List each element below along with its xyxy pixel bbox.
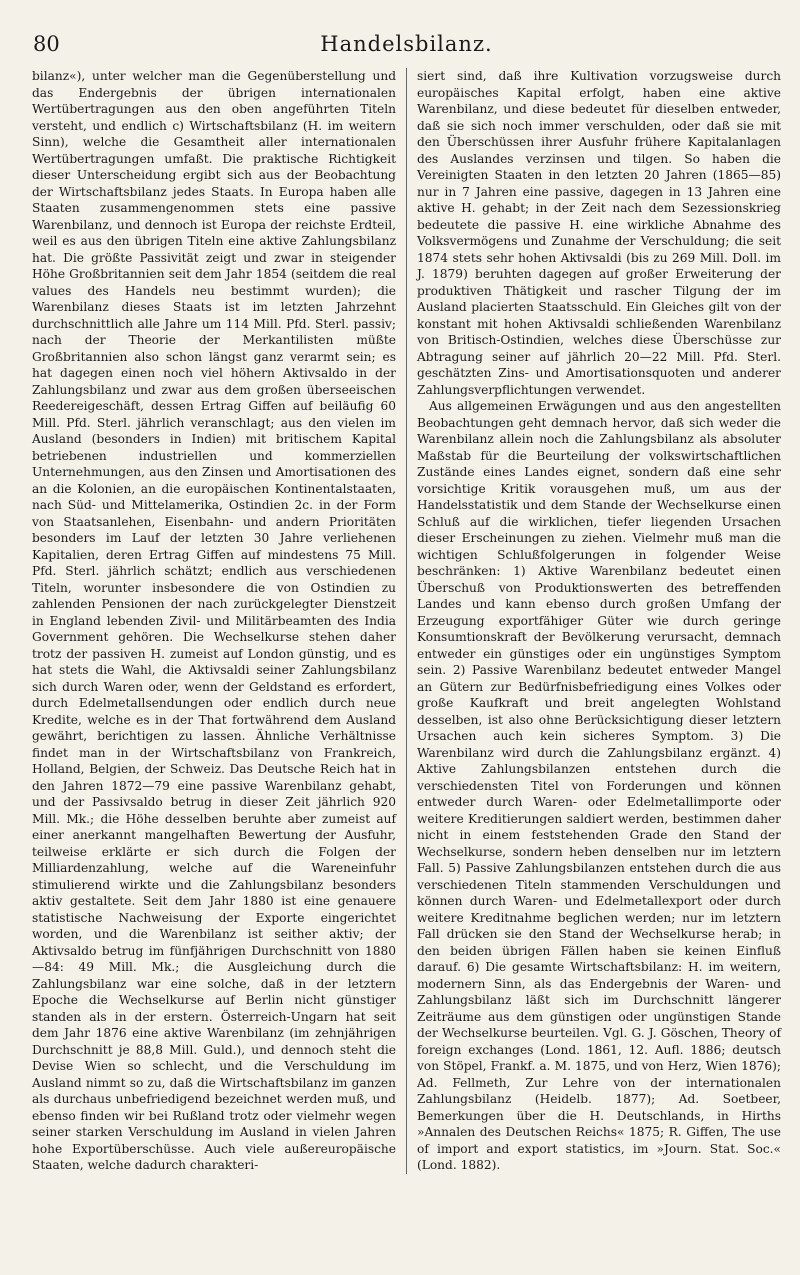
page-header [32, 30, 781, 60]
running-head: Handelsbilanz. [320, 32, 493, 56]
page-number: 80 [33, 32, 60, 56]
text-columns [32, 68, 781, 1174]
left-paragraph-1: bilanz«), unter welcher man die Gegenüberstellung und das Endergebnis der übrigen internationalen Wertübertragungen aus den oben angeführten Titeln versteht, und endlich c) Wirtschaftsbilanz (H. im weitern Sinn), welche die Gesamtheit aller internationalen Wertübertragungen umfaßt. Die praktische Richtigkeit dieser Unterscheidung ergibt sich aus der Beobachtung der Wirtschaftsbilanz jedes Staats. In Europa haben alle Staaten zusammengenommen stets eine passive Warenbilanz, und dennoch ist Europa der reichste Erdteil, weil es aus den übrigen Titeln eine aktive Zahlungsbilanz hat. Die größte Passivität zeigt und zwar in steigender Höhe Großbritannien seit dem Jahr 1854 (seitdem die real values des Handels neu bestimmt wurden); die Warenbilanz dieses Staats ist im letzten Jahrzehnt durchschnittlich alle Jahre um 114 Mill. Pfd. Sterl. passiv; nach der Theorie der Merkantilisten müßte Großbritannien also schon längst ganz verarmt sein; es hat dagegen einen noch viel höhern Aktivsaldo in der Zahlungsbilanz und zwar aus dem großen überseeischen Reedereigeschäft, dessen Ertrag Giffen auf beiläufig 60 Mill. Pfd. Sterl. jährlich veranschlagt; aus den vielen im Ausland (besonders in Indien) mit britischem Kapital betriebenen industriellen und kommerziellen Unternehmungen, aus den Zinsen und Amortisationen des an die Kolonien, an die europäischen Kontinentalstaaten, nach Süd- und Mittelamerika, Ostindien 2c. in der Form von Staatsanlehen, Eisenbahn- und andern Prioritäten besonders im Lauf der letzten 30 Jahre verliehenen Kapitalien, deren Ertrag Giffen auf mindestens 75 Mill. Pfd. Sterl. jährlich schätzt; endlich aus verschiedenen Titeln, worunter insbesondere die von Ostindien zu zahlenden Pensionen der nach zurückgelegter Dienstzeit in England lebenden Zivil- und Militärbeamten des India Government gehören. Die Wechselkurse stehen daher trotz der passiven H. zumeist auf London günstig, und es hat stets die Wahl, die Aktivsaldi seiner Zahlungsbilanz sich durch Waren oder, wenn der Geldstand es erfordert, durch Edelmetallsendungen oder endlich durch neue Kredite, welche es in der That fortwährend dem Ausland gewährt, berichtigen zu lassen. Ähnliche Verhältnisse findet man in der Wirtschaftsbilanz von Frankreich, Holland, Belgien, der Schweiz. Das Deutsche Reich hat in den Jahren 1872—79 eine passive Warenbilanz gehabt, und der Passivsaldo betrug in dieser Zeit jährlich 920 Mill. Mk.; die Höhe desselben beruhte aber zumeist auf einer anerkannt mangelhaften Bewertung der Ausfuhr, teilweise erklärte er sich durch die Folgen der Milliardenzahlung, welche auf die Wareneinfuhr stimulierend wirkte und die Zahlungsbilanz besonders aktiv gestaltete. Seit dem Jahr 1880 ist eine genauere statistische Nachweisung der Exporte eingerichtet worden, und die Warenbilanz ist seither aktiv; der Aktivsaldo betrug im fünfjährigen Durchschnitt von 1880—84: 49 Mill. Mk.; die Ausgleichung durch die Zahlungsbilanz war eine solche, daß in der letztern Epoche die Wechselkurse auf Berlin nicht günstiger standen als in der erstern. Österreich-Ungarn hat seit dem Jahr 1876 eine aktive Warenbilanz (im zehnjährigen Durchschnitt je 88,8 Mill. Guld.), und dennoch steht die Devise Wien so schlecht, und die Verschuldung im Ausland nimmt so zu, daß die Wirtschaftsbilanz im ganzen als durchaus unbefriedigend bezeichnet werden muß, und ebenso finden wir bei Rußland trotz oder vielmehr wegen seiner starken Verschuldung im Ausland in vielen Jahren hohe Exportüberschüsse. Auch viele außereuropäische Staaten, welche dadurch charakteri- [32, 69, 396, 1172]
left-column [32, 68, 396, 1174]
column-divider [406, 68, 407, 1174]
right-paragraph-2: Aus allgemeinen Erwägungen und aus den angestellten Beobachtungen geht demnach hervor, daß sich weder die Warenbilanz allein noch die Zahlungsbilanz als absoluter Maßstab für die Beurteilung der volkswirtschaftlichen Zustände eines Landes eignet, sondern daß eine sehr vorsichtige Kritik vorausgehen muß, um aus der Handelsstatistik und dem Stande der Wechselkurse einen Schluß auf die wirklichen, tiefer liegenden Ursachen dieser Erscheinungen zu ziehen. Vielmehr muß man die wichtigen Schlußfolgerungen in folgender Weise beschränken: 1) Aktive Warenbilanz bedeutet einen Überschuß von Produktionswerten des betreffenden Landes und kann ebenso durch großen Umfang der Erzeugung exportfähiger Güter wie durch geringe Konsumtionskraft der Bevölkerung verursacht, demnach entweder ein günstiges oder ein ungünstiges Symptom sein. 2) Passive Warenbilanz bedeutet entweder Mangel an Gütern zur Bedürfnisbefriedigung eines Volkes oder große Kaufkraft und breit angelegten Wohlstand desselben, ist also ohne Berücksichtigung dieser letztern Ursachen auch kein sicheres Symptom. 3) Die Warenbilanz wird durch die Zahlungsbilanz ergänzt. 4) Aktive Zahlungsbilanzen entstehen durch die verschiedensten Titel von Forderungen und können entweder durch Waren- oder Edelmetallimporte oder weitere Kreditierungen saldiert werden, bestimmen daher nicht in einem feststehenden Grade den Stand der Wechselkurse, sondern heben denselben nur im letztern Fall. 5) Passive Zahlungsbilanzen entstehen durch die aus verschiedenen Titeln stammenden Verschuldungen und können durch Waren- und Edelmetallexport oder durch weitere Kreditnahme beglichen werden; nur im letztern Fall drücken sie den Stand der Wechselkurse herab; in den beiden übrigen Fällen haben sie keinen Einfluß darauf. 6) Die gesamte Wirtschaftsbilanz: H. im weitern, modernern Sinn, als das Endergebnis der Waren- und Zahlungsbilanz läßt sich im Durchschnitt längerer Zeiträume aus dem günstigen oder ungünstigen Stande der Wechselkurse beurteilen. Vgl. G. J. Göschen, Theory of foreign exchanges (Lond. 1861, 12. Aufl. 1886; deutsch von Stöpel, Frankf. a. M. 1875, und von Herz, Wien 1876); Ad. Fellmeth, Zur Lehre von der internationalen Zahlungsbilanz (Heidelb. 1877); Ad. Soetbeer, Bemerkungen über die H. Deutschlands, in Hirths »Annalen des Deutschen Reichs« 1875; R. Giffen, The use of import and export statistics, im »Journ. Stat. Soc.« (Lond. 1882). [417, 399, 781, 1172]
right-column [417, 68, 781, 1174]
right-paragraph-1: siert sind, daß ihre Kultivation vorzugsweise durch europäisches Kapital erfolgt, haben eine aktive Warenbilanz, und diese bedeutet für dieselben entweder, daß sie sich noch immer verschulden, oder daß sie mit den Überschüssen ihrer Ausfuhr frühere Kapitalanlagen des Auslandes verzinsen und tilgen. So haben die Vereinigten Staaten in den letzten 20 Jahren (1865—85) nur in 7 Jahren eine passive, dagegen in 13 Jahren eine aktive H. gehabt; in der Zeit nach dem Sezessionskrieg bedeutete die passive H. eine wirkliche Abnahme des Volksvermögens und Zunahme der Verschuldung; die seit 1874 stets sehr hohen Aktivsaldi (bis zu 269 Mill. Doll. im J. 1879) beruhten dagegen auf großer Erweiterung der produktiven Thätigkeit und rascher Tilgung der im Ausland placierten Staatsschuld. Ein Gleiches gilt von der konstant mit hohen Aktivsaldi schließenden Warenbilanz von Britisch-Ostindien, welches diese Überschüsse zur Abtragung seiner auf jährlich 20—22 Mill. Pfd. Sterl. geschätzten Zins- und Amortisationsquoten und anderer Zahlungsverpflichtungen verwendet. [417, 69, 781, 397]
